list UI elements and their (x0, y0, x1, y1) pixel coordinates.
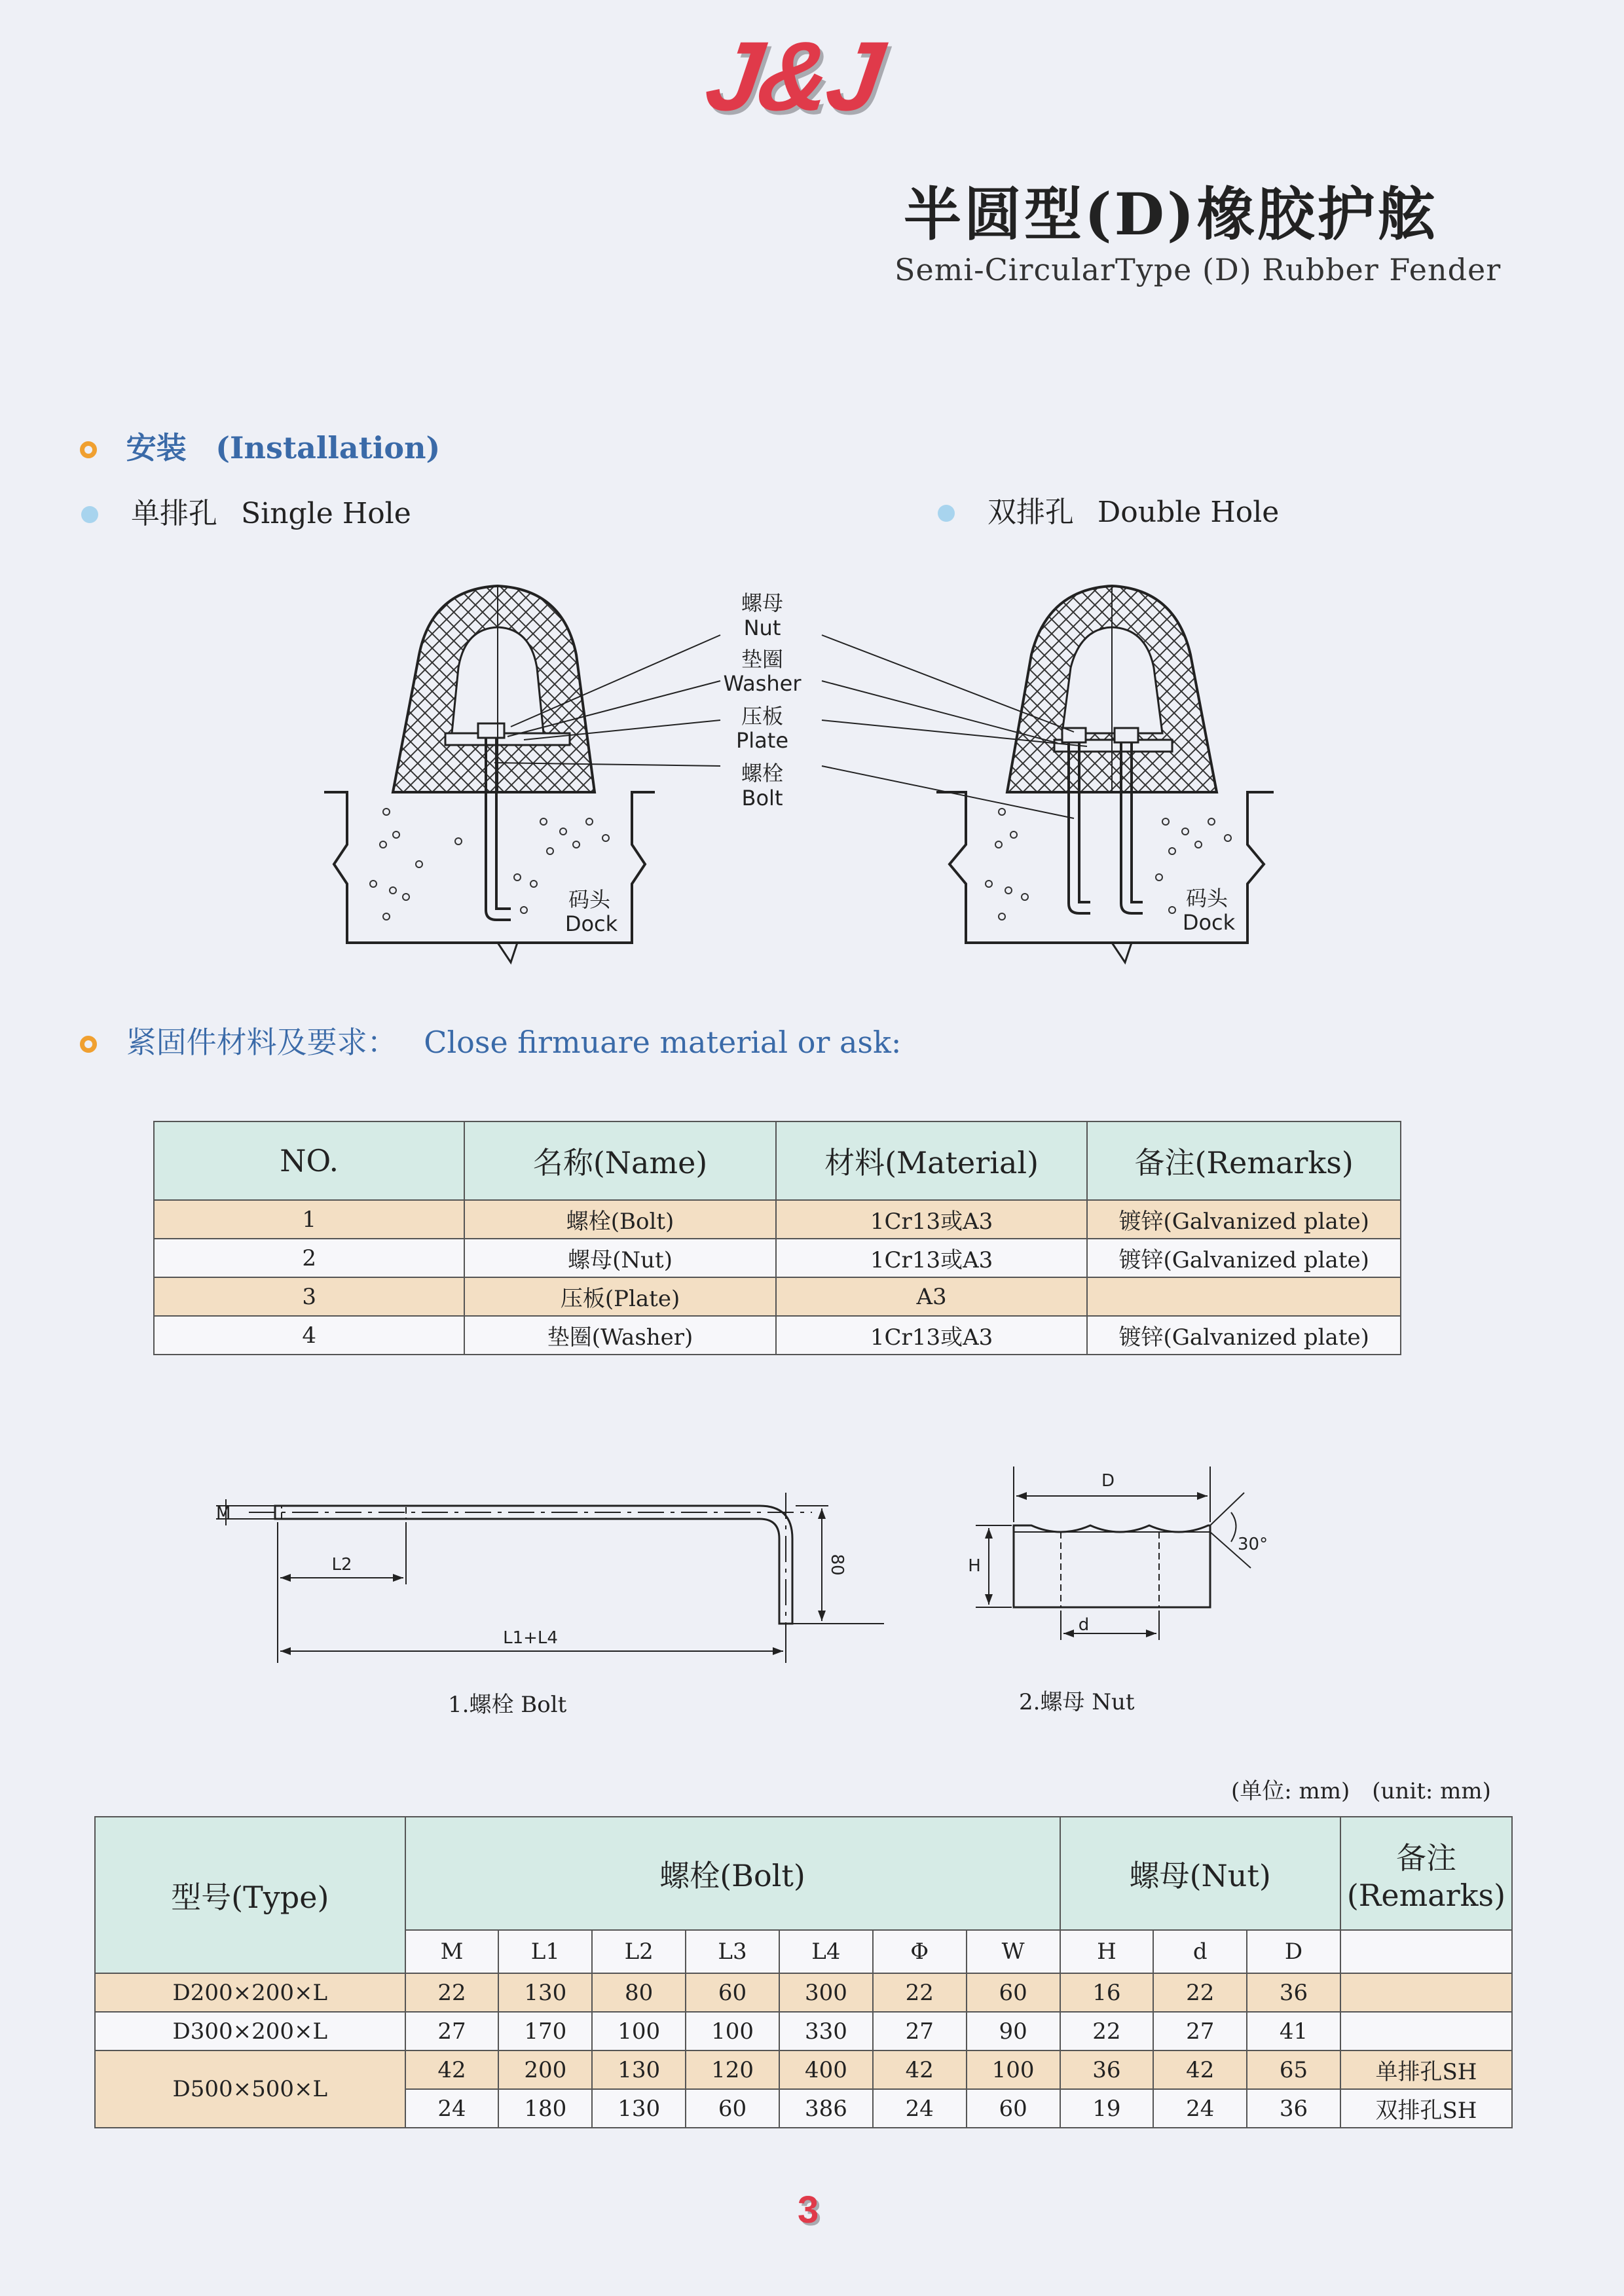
cell: 22 (1153, 1973, 1247, 2012)
cell: 22 (405, 1973, 499, 2012)
cell: 22 (1060, 2012, 1154, 2050)
single-hole-en: Single Hole (241, 497, 411, 530)
cell-remark: 单排孔SH (1340, 2050, 1512, 2089)
label-bolt-en: Bolt (741, 786, 783, 811)
bolt-caption: 1.螺栓 Bolt (448, 1692, 567, 1718)
cell: 24 (405, 2089, 499, 2128)
cell: 1Cr13或A3 (776, 1200, 1088, 1239)
cell: 330 (779, 2012, 873, 2050)
table-row (154, 1277, 1401, 1316)
label-dock-zh: 码头 (1185, 886, 1228, 911)
cell: 300 (779, 1973, 873, 2012)
cell: 130 (592, 2050, 686, 2089)
header-type: 型号(Type) (95, 1817, 405, 1973)
subheader-phi: Φ (873, 1930, 967, 1973)
fastener-heading-zh: 紧固件材料及要求： (126, 1025, 397, 1060)
cell: 压板(Plate) (464, 1277, 775, 1316)
cell: 27 (873, 2012, 967, 2050)
cell: 24 (1153, 2089, 1247, 2128)
bolt-label-80: 80 (827, 1554, 847, 1576)
cell: 19 (1060, 2089, 1154, 2128)
double-hole-en: Double Hole (1098, 496, 1280, 529)
header-remarks (1340, 1817, 1512, 1930)
cell: 27 (1153, 2012, 1247, 2050)
cell (1087, 1277, 1401, 1316)
page-title-en: Semi-CircularType (D) Rubber Fender (895, 252, 1502, 287)
label-dock-en: Dock (564, 911, 618, 936)
cell: 386 (779, 2089, 873, 2128)
subheader-remarks-blank (1340, 1930, 1512, 1973)
bolt-label-l1l4: L1+L4 (503, 1628, 558, 1648)
subheader-l1: L1 (498, 1930, 592, 1973)
cell: 1 (154, 1200, 464, 1239)
dimension-table (94, 1816, 1513, 2128)
cell: 1Cr13或A3 (776, 1316, 1088, 1355)
subheader-l3: L3 (686, 1930, 779, 1973)
cell: 镀锌(Galvanized plate) (1087, 1239, 1401, 1277)
table-row (95, 2012, 1512, 2050)
cell: 65 (1247, 2050, 1340, 2089)
cell: 41 (1247, 2012, 1340, 2050)
cell: 27 (405, 2012, 499, 2050)
nut-label-h: H (968, 1556, 981, 1576)
material-table (153, 1121, 1401, 1355)
unit-note: (单位: mm) (unit: mm) (1231, 1778, 1491, 1804)
cell: 4 (154, 1316, 464, 1355)
nut-label-angle: 30° (1238, 1535, 1268, 1554)
header-bolt-group: 螺栓(Bolt) (405, 1817, 1060, 1930)
cell: 100 (967, 2050, 1060, 2089)
bolt-label-l2: L2 (331, 1555, 352, 1575)
cell-type: D200×200×L (95, 1973, 405, 2012)
cell: 130 (592, 2089, 686, 2128)
cell-remark (1340, 1973, 1512, 2012)
table-row (95, 2050, 1512, 2089)
cell: 60 (686, 2089, 779, 2128)
cell: A3 (776, 1277, 1088, 1316)
cell: 60 (967, 2089, 1060, 2128)
label-washer-zh: 垫圈 (741, 647, 784, 672)
nut-label-d-small: d (1078, 1615, 1090, 1635)
cell: 42 (873, 2050, 967, 2089)
cell: 螺母(Nut) (464, 1239, 775, 1277)
cell: 垫圈(Washer) (464, 1316, 775, 1355)
label-bolt-zh: 螺栓 (741, 761, 784, 786)
header-remarks-en: (Remarks) (1346, 1877, 1506, 1913)
fastener-heading-en: Close firmuare material or ask: (424, 1025, 902, 1060)
cell-type: D300×200×L (95, 2012, 405, 2050)
cell: 3 (154, 1277, 464, 1316)
cell: 42 (405, 2050, 499, 2089)
label-washer-en: Washer (723, 671, 802, 696)
nut-caption: 2.螺母 Nut (1019, 1689, 1135, 1715)
table-row (154, 1239, 1401, 1277)
single-hole-zh: 单排孔 (131, 497, 217, 530)
label-plate-zh: 压板 (741, 704, 784, 729)
label-dock-zh: 码头 (568, 887, 611, 912)
cell: 60 (686, 1973, 779, 2012)
cell: 镀锌(Galvanized plate) (1087, 1316, 1401, 1355)
installation-heading-zh: 安装 (126, 430, 187, 465)
cell: 60 (967, 1973, 1060, 2012)
cell-type: D500×500×L (95, 2050, 405, 2128)
header-material: 材料(Material) (776, 1121, 1088, 1200)
cell: 22 (873, 1973, 967, 2012)
label-nut-en: Nut (743, 615, 781, 640)
header-remarks-zh: 备注 (1395, 1840, 1456, 1876)
section-bullet-icon (80, 1036, 97, 1053)
cell: 100 (592, 2012, 686, 2050)
cell: 16 (1060, 1973, 1154, 2012)
cell: 80 (592, 1973, 686, 2012)
table-row (95, 1973, 1512, 2012)
cell: 130 (498, 1973, 592, 2012)
page-number: 3 (798, 2189, 819, 2231)
cell: 36 (1247, 2089, 1340, 2128)
parts-drawing (0, 1440, 1624, 1741)
header-name: 名称(Name) (464, 1121, 775, 1200)
cell: 200 (498, 2050, 592, 2089)
subheader-d-small: d (1153, 1930, 1247, 1973)
subheader-m: M (405, 1930, 499, 1973)
subheader-d-big: D (1247, 1930, 1340, 1973)
header-remarks: 备注(Remarks) (1087, 1121, 1401, 1200)
installation-heading-en: (Installation) (215, 430, 441, 465)
installation-diagram (0, 0, 1624, 982)
cell: 螺栓(Bolt) (464, 1200, 775, 1239)
subheader-l4: L4 (779, 1930, 873, 1973)
cell: 170 (498, 2012, 592, 2050)
cell: 2 (154, 1239, 464, 1277)
label-dock-en: Dock (1182, 910, 1236, 935)
brand-logo: J&J (699, 21, 888, 131)
cell: 24 (873, 2089, 967, 2128)
bolt-label-m: M (216, 1504, 231, 1523)
cell: 100 (686, 2012, 779, 2050)
page-title-zh: 半圆型(D)橡胶护舷 (904, 180, 1438, 248)
cell-remark: 双排孔SH (1340, 2089, 1512, 2128)
label-nut-zh: 螺母 (741, 591, 784, 615)
nut-label-d-big: D (1101, 1471, 1115, 1491)
cell-remark (1340, 2012, 1512, 2050)
subheader-w: W (967, 1930, 1060, 1973)
cell: 36 (1060, 2050, 1154, 2089)
table-row (154, 1200, 1401, 1239)
subheader-h: H (1060, 1930, 1154, 1973)
cell: 90 (967, 2012, 1060, 2050)
double-hole-zh: 双排孔 (987, 496, 1074, 529)
fastener-heading (80, 1019, 901, 1062)
cell: 180 (498, 2089, 592, 2128)
cell: 镀锌(Galvanized plate) (1087, 1200, 1401, 1239)
subheader-l2: L2 (592, 1930, 686, 1973)
table-row (154, 1316, 1401, 1355)
nut-drawing (976, 1467, 1251, 1640)
header-nut-group: 螺母(Nut) (1060, 1817, 1340, 1930)
cell: 1Cr13或A3 (776, 1239, 1088, 1277)
cell: 36 (1247, 1973, 1340, 2012)
header-no: NO. (154, 1121, 464, 1200)
cell: 42 (1153, 2050, 1247, 2089)
cell: 120 (686, 2050, 779, 2089)
label-plate-en: Plate (735, 728, 789, 753)
cell: 400 (779, 2050, 873, 2089)
